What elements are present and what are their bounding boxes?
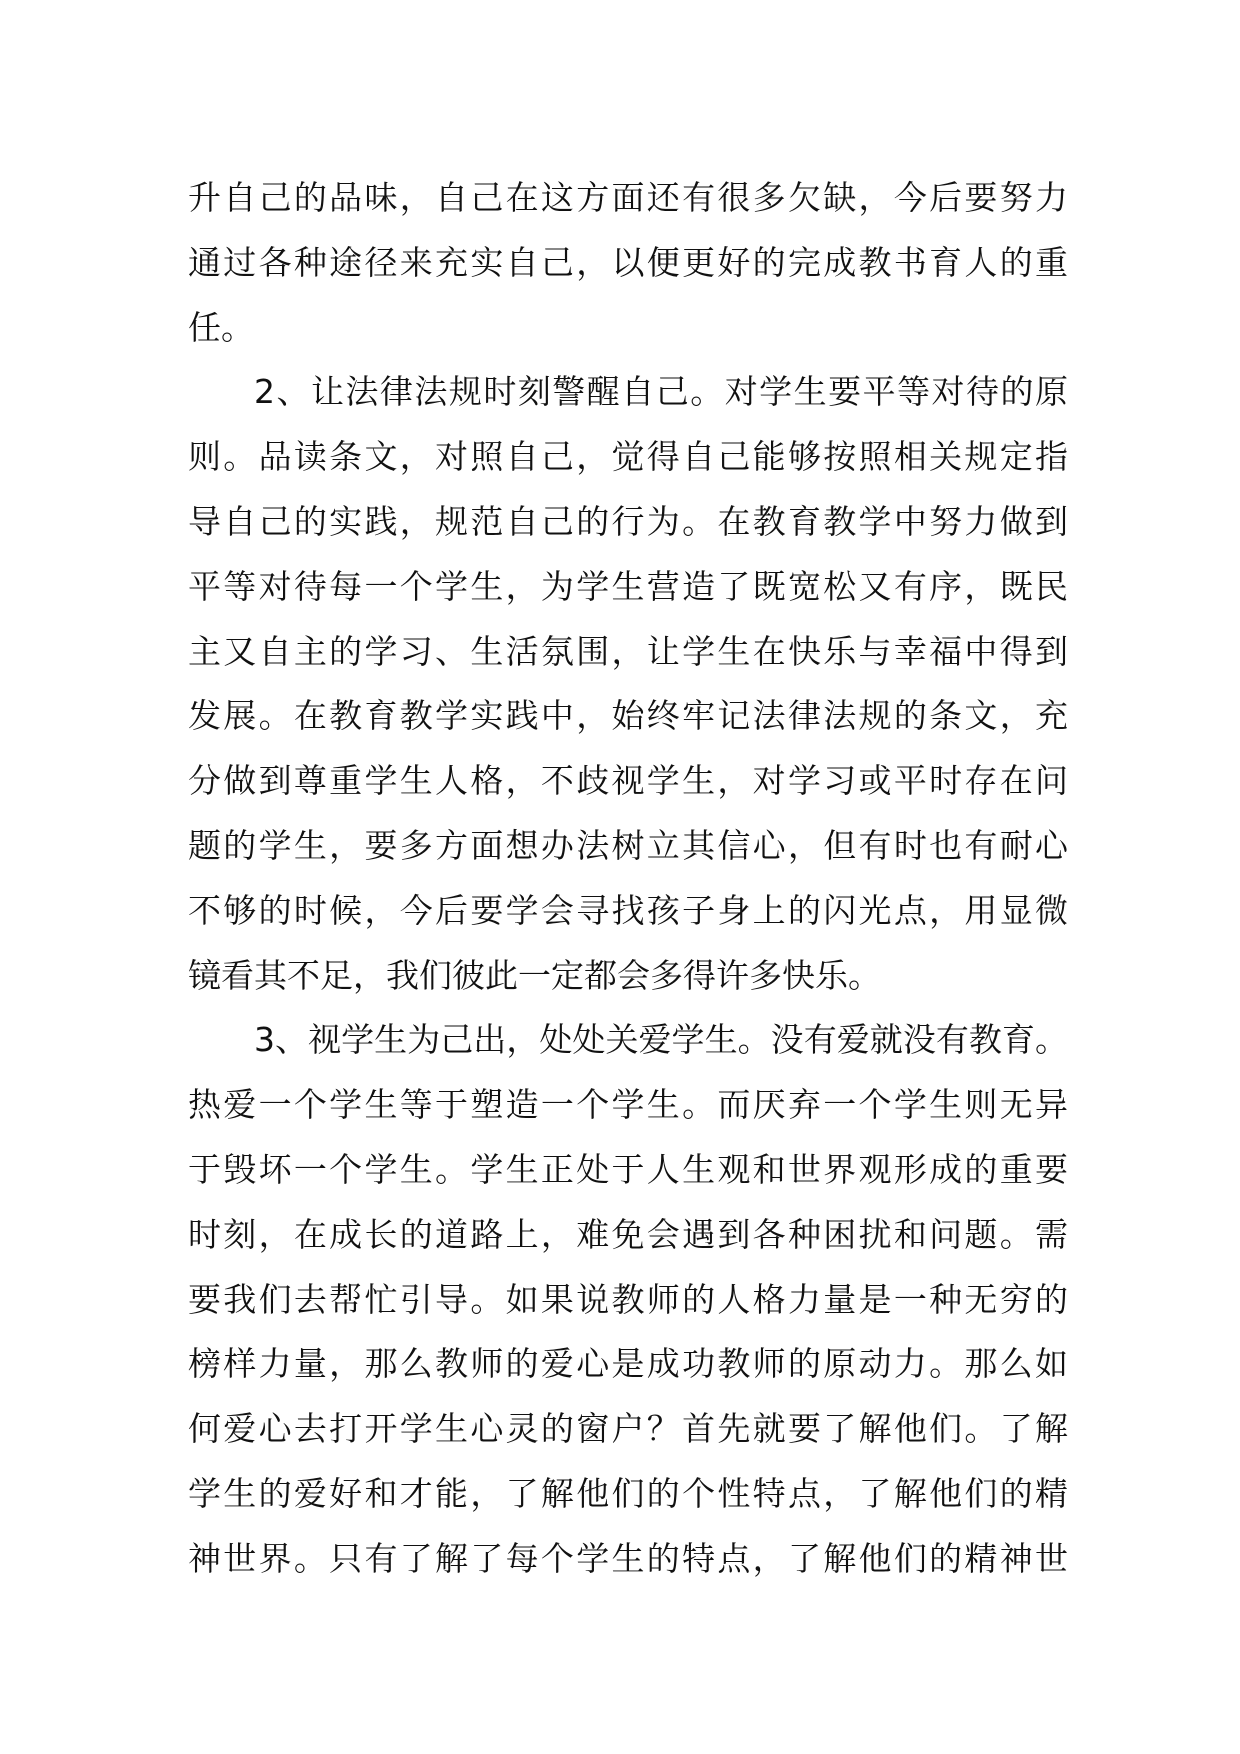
text-line: 导自己的实践，规范自己的行为。在教育教学中努力做到 — [188, 501, 1068, 541]
text-line: 于毁坏一个学生。学生正处于人生观和世界观形成的重要 — [188, 1149, 1068, 1189]
text-line: 任。 — [188, 307, 254, 347]
text-line: 主又自主的学习、生活氛围，让学生在快乐与幸福中得到 — [188, 631, 1068, 671]
paragraph-start-line: 2、让法律法规时刻警醒自己。对学生要平等对待的原 — [254, 372, 1068, 412]
text-line: 何爱心去打开学生心灵的窗户？首先就要了解他们。了解 — [188, 1409, 1068, 1449]
text-line: 时刻，在成长的道路上，难免会遇到各种困扰和问题。需 — [188, 1214, 1068, 1254]
text-line: 学生的爱好和才能，了解他们的个性特点，了解他们的精 — [188, 1473, 1068, 1513]
text-line: 热爱一个学生等于塑造一个学生。而厌弃一个学生则无异 — [188, 1085, 1068, 1125]
text-line: 不够的时候，今后要学会寻找孩子身上的闪光点，用显微 — [188, 890, 1068, 930]
text-line: 发展。在教育教学实践中，始终牢记法律法规的条文，充 — [188, 696, 1068, 736]
text-line: 平等对待每一个学生，为学生营造了既宽松又有序，既民 — [188, 566, 1068, 606]
text-line: 则。品读条文，对照自己，觉得自己能够按照相关规定指 — [188, 437, 1068, 477]
paragraph-start-line: 3、视学生为己出，处处关爱学生。没有爱就没有教育。 — [254, 1020, 1068, 1060]
text-line: 分做到尊重学生人格，不歧视学生，对学习或平时存在问 — [188, 761, 1068, 801]
text-line: 神世界。只有了解了每个学生的特点，了解他们的精神世 — [188, 1538, 1068, 1578]
text-line: 题的学生，要多方面想办法树立其信心，但有时也有耐心 — [188, 825, 1068, 865]
text-line: 要我们去帮忙引导。如果说教师的人格力量是一种无穷的 — [188, 1279, 1068, 1319]
text-line: 榜样力量，那么教师的爱心是成功教师的原动力。那么如 — [188, 1344, 1068, 1384]
text-line: 升自己的品味，自己在这方面还有很多欠缺，今后要努力 — [188, 178, 1068, 217]
body-text — [188, 166, 1068, 1592]
text-line: 镜看其不足，我们彼此一定都会多得许多快乐。 — [188, 955, 881, 995]
text-line: 通过各种途径来充实自己，以便更好的完成教书育人的重 — [188, 242, 1068, 282]
